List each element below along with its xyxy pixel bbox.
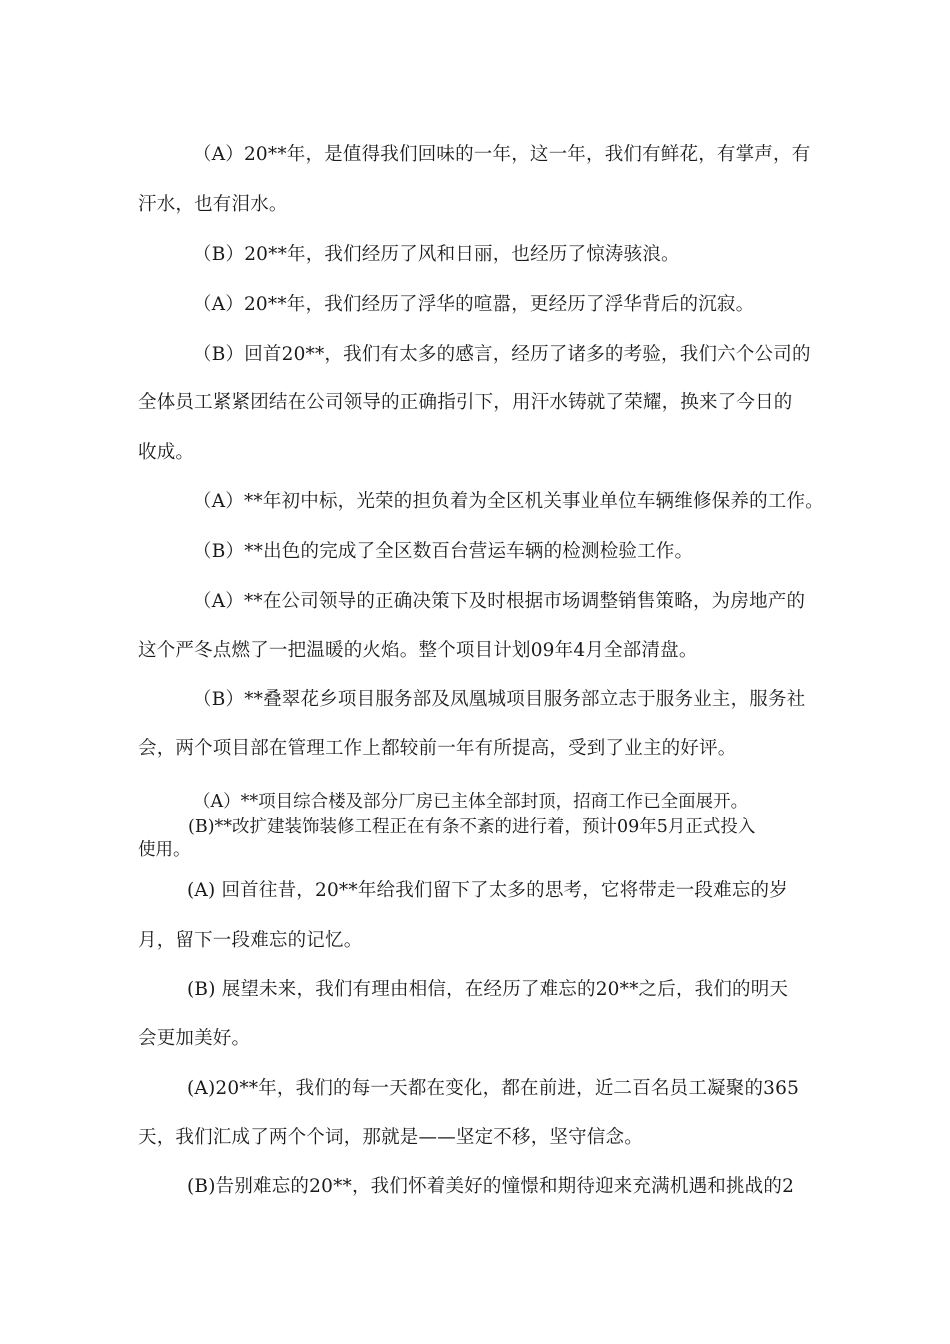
paragraph-11-line-2: 月，留下一段难忘的记忆。 <box>138 930 363 951</box>
paragraph-5-line-1: （A）**年初中标，光荣的担负着为全区机关事业单位车辆维修保养的工作。 <box>193 491 824 512</box>
paragraph-3-line-1: （A）20**年，我们经历了浮华的喧嚣，更经历了浮华背后的沉寂。 <box>193 294 755 315</box>
paragraph-8-line-1: （B）**叠翠花乡项目服务部及凤凰城项目服务部立志于服务业主，服务社 <box>193 689 806 710</box>
paragraph-7-line-1: （A）**在公司领导的正确决策下及时根据市场调整销售策略，为房地产的 <box>193 591 806 612</box>
paragraph-9-line-1: （A）**项目综合楼及部分厂房已主体全部封顶，招商工作已全面展开。 <box>193 792 749 812</box>
paragraph-4-line-1: （B）回首20**，我们有太多的感言，经历了诸多的考验，我们六个公司的 <box>193 344 811 365</box>
paragraph-6-line-1: （B）**出色的完成了全区数百台营运车辆的检测检验工作。 <box>193 541 694 562</box>
paragraph-4-line-2: 全体员工紧紧团结在公司领导的正确指引下，用汗水铸就了荣耀，换来了今日的 <box>138 392 793 413</box>
paragraph-13-line-2: 天，我们汇成了两个个词，那就是——坚定不移，坚守信念。 <box>138 1127 643 1148</box>
paragraph-4-line-3: 收成。 <box>138 442 195 463</box>
paragraph-12-line-2: 会更加美好。 <box>138 1028 251 1049</box>
paragraph-10-line-1: (B)**改扩建装饰装修工程正在有条不紊的进行着，预计09年5月正式投入 <box>188 817 756 837</box>
paragraph-7-line-2: 这个严冬点燃了一把温暖的火焰。整个项目计划09年4月全部清盘。 <box>138 640 698 661</box>
paragraph-2-line-1: （B）20**年，我们经历了风和日丽，也经历了惊涛骇浪。 <box>193 244 680 265</box>
paragraph-1-line-1: （A）20**年，是值得我们回味的一年，这一年，我们有鲜花，有掌声，有 <box>193 144 811 165</box>
paragraph-1-line-2: 汗水，也有泪水。 <box>138 194 288 215</box>
paragraph-12-line-1: (B) 展望未来，我们有理由相信，在经历了难忘的20**之后，我们的明天 <box>187 979 789 1000</box>
paragraph-10-line-2: 使用。 <box>138 840 191 860</box>
paragraph-8-line-2: 会，两个项目部在管理工作上都较前一年有所提高，受到了业主的好评。 <box>138 738 737 759</box>
paragraph-11-line-1: (A) 回首往昔，20**年给我们留下了太多的思考，它将带走一段难忘的岁 <box>187 880 788 901</box>
paragraph-14-line-1: (B)告别难忘的20**，我们怀着美好的憧憬和期待迎来充满机遇和挑战的2 <box>187 1176 795 1197</box>
paragraph-13-line-1: (A)20**年，我们的每一天都在变化，都在前进，近二百名员工凝聚的365 <box>187 1078 800 1099</box>
